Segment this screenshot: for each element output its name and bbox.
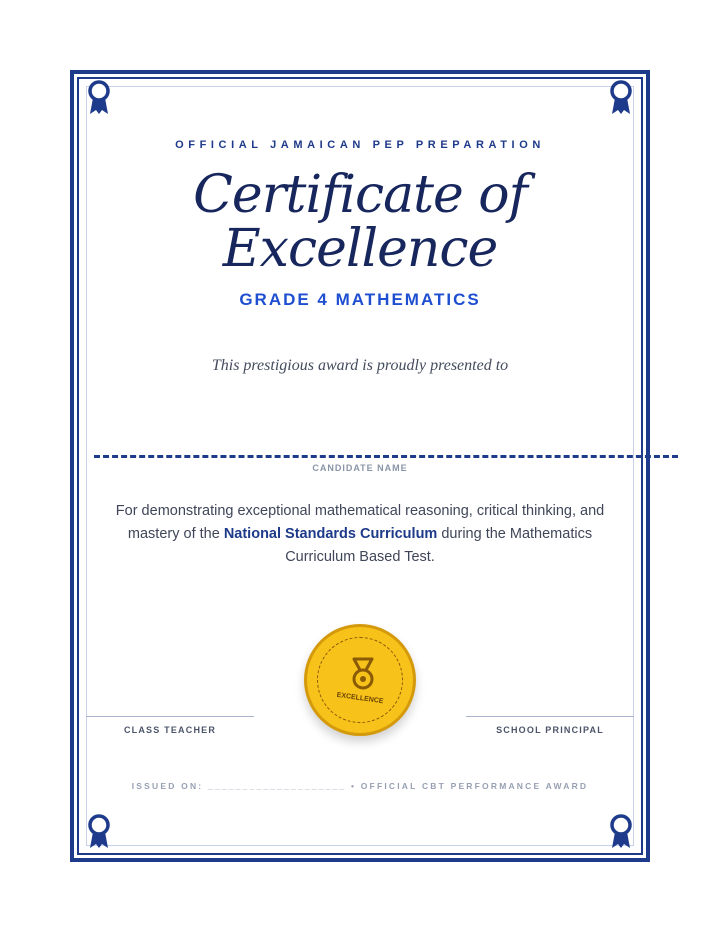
title-line-1: Certificate of [193, 165, 527, 225]
certificate-kicker: OFFICIAL JAMAICAN PEP PREPARATION [175, 139, 545, 151]
certificate-subject: GRADE 4 MATHEMATICS [239, 290, 481, 309]
school-principal-label: SCHOOL PRINCIPAL [496, 725, 604, 735]
statement-emphasis: National Standards Curriculum [223, 526, 438, 542]
issued-on-footer: ISSUED ON: ____________________ • OFFICIAL CBT PERFORMANCE AWARD [131, 781, 589, 791]
class-teacher-label: CLASS TEACHER [123, 725, 217, 735]
ribbon-award-icon [86, 814, 112, 850]
excellence-seal [304, 624, 416, 736]
award-statement [100, 500, 620, 569]
ribbon-award-icon [608, 80, 634, 116]
certificate-title [0, 165, 720, 279]
seal-label: EXCELLENCE [336, 691, 384, 706]
principal-signature-line [466, 716, 634, 717]
candidate-name-caption: CANDIDATE NAME [312, 463, 408, 473]
ribbon-award-icon [86, 80, 112, 116]
title-line-2: Excellence [222, 219, 498, 279]
presented-to-text: This prestigious award is proudly presented to [211, 357, 509, 374]
statement-text-after: during the Mathematics Curriculum Based Test. [285, 526, 593, 565]
statement-text-before: For demonstrating exceptional mathematical reasoning, critical thinking, and mastery of the [115, 503, 605, 542]
candidate-name-line [94, 455, 678, 458]
teacher-signature-line [86, 716, 254, 717]
medal-icon [348, 657, 378, 691]
ribbon-award-icon [608, 814, 634, 850]
